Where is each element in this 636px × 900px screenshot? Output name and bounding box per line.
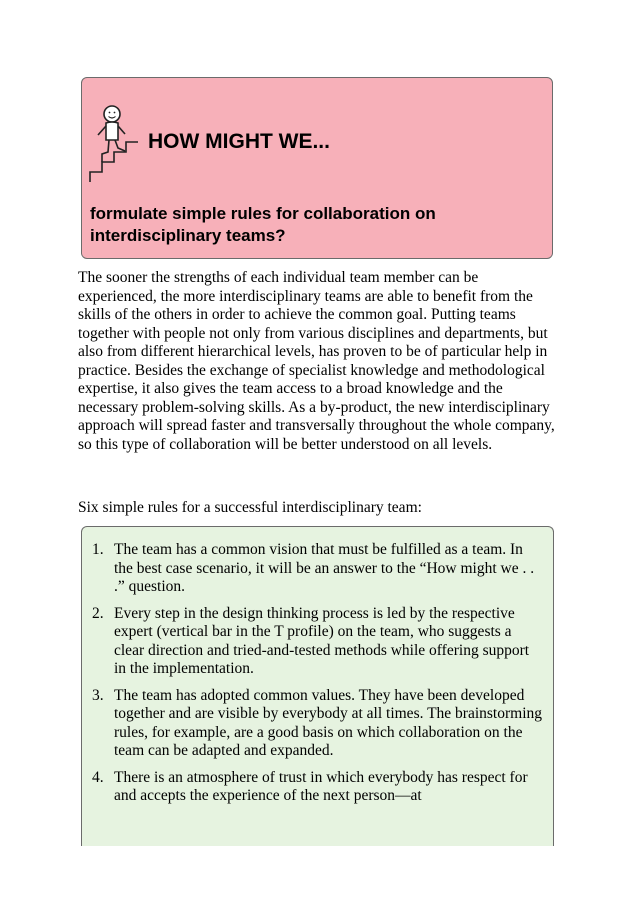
rule-text: Every step in the design thinking process is led by the respective expert (vertical bar in the T profile) on the team, who suggests a clear direction and tried-and-tested methods while offering support in the implementation. [114,604,530,677]
hmw-title: HOW MIGHT WE... [148,130,330,153]
rule-text: There is an atmosphere of trust in which everybody has respect for and accepts the experience of the next person—at [114,768,528,804]
rule-item [82,769,553,806]
rules-list [82,541,553,814]
rule-text: The team has a common vision that must be fulfilled as a team. In the best case scenario, it will be an answer to the “How might we . . .” question. [114,541,535,595]
rule-item [82,605,553,679]
intro-paragraph: The sooner the strengths of each individual team member can be experienced, the more interdisciplinary teams are able to benefit from the skills of the others in order to achieve the common goal. Putting teams together with people not only from various disciplines and departments, but also from different hierarchical levels, has proven to be of particular help in practice. Besides the exchange of specialist knowledge and methodological expertise, it also gives the team access to a broad knowledge and the necessary problem-solving skills. As a by-product, the new interdisciplinary approach will spread faster and transversally throughout the whole company, so this type of collaboration will be better understood on all levels. [78,269,555,453]
stairs-figure-icon [88,104,142,184]
how-might-we-box [81,77,553,259]
rule-number: 4. [92,768,104,786]
rule-number: 3. [92,686,104,704]
rules-box [81,526,554,846]
rule-item [82,541,553,597]
rules-heading: Six simple rules for a successful interdisciplinary team: [78,499,422,516]
rule-number: 1. [92,541,104,558]
hmw-question: formulate simple rules for collaboration on interdisciplinary teams? [90,204,436,245]
rule-number: 2. [92,604,104,622]
rule-text: The team has adopted common values. They have been developed together and are visible by everybody at all times. The brainstorming rules, for example, are a good basis on which collaboration on the team can be adapted and expanded. [114,686,542,759]
rule-item [82,687,553,761]
